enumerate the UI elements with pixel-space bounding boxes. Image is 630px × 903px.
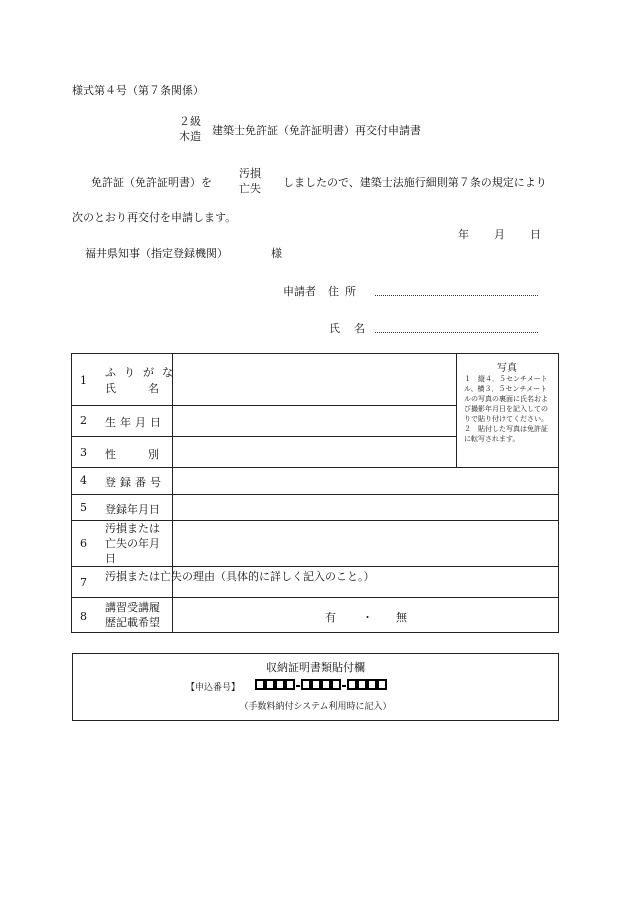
application-number-label: 【申込番号】 bbox=[186, 683, 241, 693]
row-8-number: 8 bbox=[80, 610, 87, 623]
application-number-group-3[interactable] bbox=[347, 679, 387, 690]
application-number-dash-2 bbox=[342, 685, 346, 687]
form-number: 様式第４号（第７条関係） bbox=[72, 84, 204, 97]
damage-loss-reason-input[interactable] bbox=[105, 582, 557, 596]
option-yes[interactable]: 有 bbox=[325, 611, 336, 624]
damage-loss-date-label bbox=[105, 521, 160, 566]
body-text-line-2: 次のとおり再交付を申請します。 bbox=[72, 211, 237, 224]
furigana-label: ふりがな bbox=[105, 366, 181, 379]
body-text-part-a: 免許証（免許証明書）を bbox=[91, 176, 212, 189]
date-month-label: 月 bbox=[494, 228, 505, 241]
license-kind-2nd-class: ２級 bbox=[179, 115, 201, 128]
full-name-label: 氏名 bbox=[105, 382, 191, 395]
name-label: 氏名 bbox=[329, 322, 379, 335]
gender-label: 性別 bbox=[105, 448, 191, 461]
addressee-honorific: 様 bbox=[271, 247, 282, 260]
address-label: 住所 bbox=[328, 285, 362, 298]
registration-number-input[interactable] bbox=[173, 468, 557, 493]
applicant-label: 申請者 bbox=[283, 285, 316, 298]
receipt-box-title: 収納証明書類貼付欄 bbox=[266, 661, 365, 674]
row-5-number: 5 bbox=[80, 501, 87, 514]
course-history-label-line-2: 歴記載希望 bbox=[105, 616, 160, 629]
registration-date-input[interactable] bbox=[173, 495, 557, 519]
option-separator: ・ bbox=[362, 611, 373, 624]
registration-number-label: 登録番号 bbox=[105, 476, 165, 489]
row-4-number: 4 bbox=[80, 474, 87, 487]
body-text-part-b: しましたので、建築士法施行細則第７条の規定により bbox=[283, 176, 547, 189]
birth-date-input[interactable] bbox=[173, 406, 455, 435]
damage-loss-reason-label: 汚損または亡失の理由（具体的に詳しく記入のこと。） bbox=[105, 570, 375, 583]
photo-note-1: １ 縦４．５センチメートル、横３．５センチメートルの写真の裏面に氏名および撮影年月日を記入してのりで貼り付けてください。 bbox=[464, 375, 548, 423]
damage-loss-date-label-line-3: 日 bbox=[105, 552, 116, 565]
gender-input[interactable] bbox=[173, 437, 455, 466]
reason-choice bbox=[239, 166, 261, 196]
reason-lost: 亡失 bbox=[239, 182, 261, 195]
course-history-label bbox=[105, 600, 160, 630]
full-name-input[interactable] bbox=[173, 355, 455, 404]
photo-instructions bbox=[464, 374, 552, 444]
application-number-group-1[interactable] bbox=[255, 679, 295, 690]
page-title: 建築士免許証（免許証明書）再交付申請書 bbox=[212, 124, 421, 137]
application-number-dash-1 bbox=[296, 685, 300, 687]
row-6-number: 6 bbox=[80, 537, 87, 550]
damage-loss-date-label-line-1: 汚損または bbox=[105, 522, 160, 535]
row-7-number: 7 bbox=[80, 576, 87, 589]
addressee: 福井県知事（指定登録機関） bbox=[85, 247, 228, 260]
registration-date-label: 登録年月日 bbox=[105, 503, 160, 516]
row-3-number: 3 bbox=[80, 446, 87, 459]
application-table bbox=[71, 353, 559, 633]
reason-damaged: 汚損 bbox=[239, 167, 261, 180]
row-1-number: 1 bbox=[80, 374, 87, 387]
option-no[interactable]: 無 bbox=[396, 611, 407, 624]
license-kind bbox=[179, 114, 201, 144]
photo-title: 写真 bbox=[497, 363, 517, 374]
damage-loss-date-input[interactable] bbox=[173, 521, 557, 565]
course-history-label-line-1: 講習受講履 bbox=[105, 601, 160, 614]
address-field[interactable] bbox=[375, 283, 538, 296]
row-2-number: 2 bbox=[80, 414, 87, 427]
damage-loss-date-label-line-2: 亡失の年月 bbox=[105, 537, 160, 550]
license-kind-wooden: 木造 bbox=[179, 130, 201, 143]
receipt-attachment-box bbox=[72, 653, 559, 721]
date-year-label: 年 bbox=[458, 228, 469, 241]
application-number-group-2[interactable] bbox=[301, 679, 341, 690]
receipt-box-note: （手数料納付システム利用時に記入） bbox=[239, 702, 392, 712]
birth-date-label: 生年月日 bbox=[105, 416, 165, 429]
name-field[interactable] bbox=[375, 320, 538, 333]
date-day-label: 日 bbox=[530, 228, 541, 241]
photo-note-2: ２ 貼付した写真は免許証に転写されます。 bbox=[464, 425, 548, 443]
